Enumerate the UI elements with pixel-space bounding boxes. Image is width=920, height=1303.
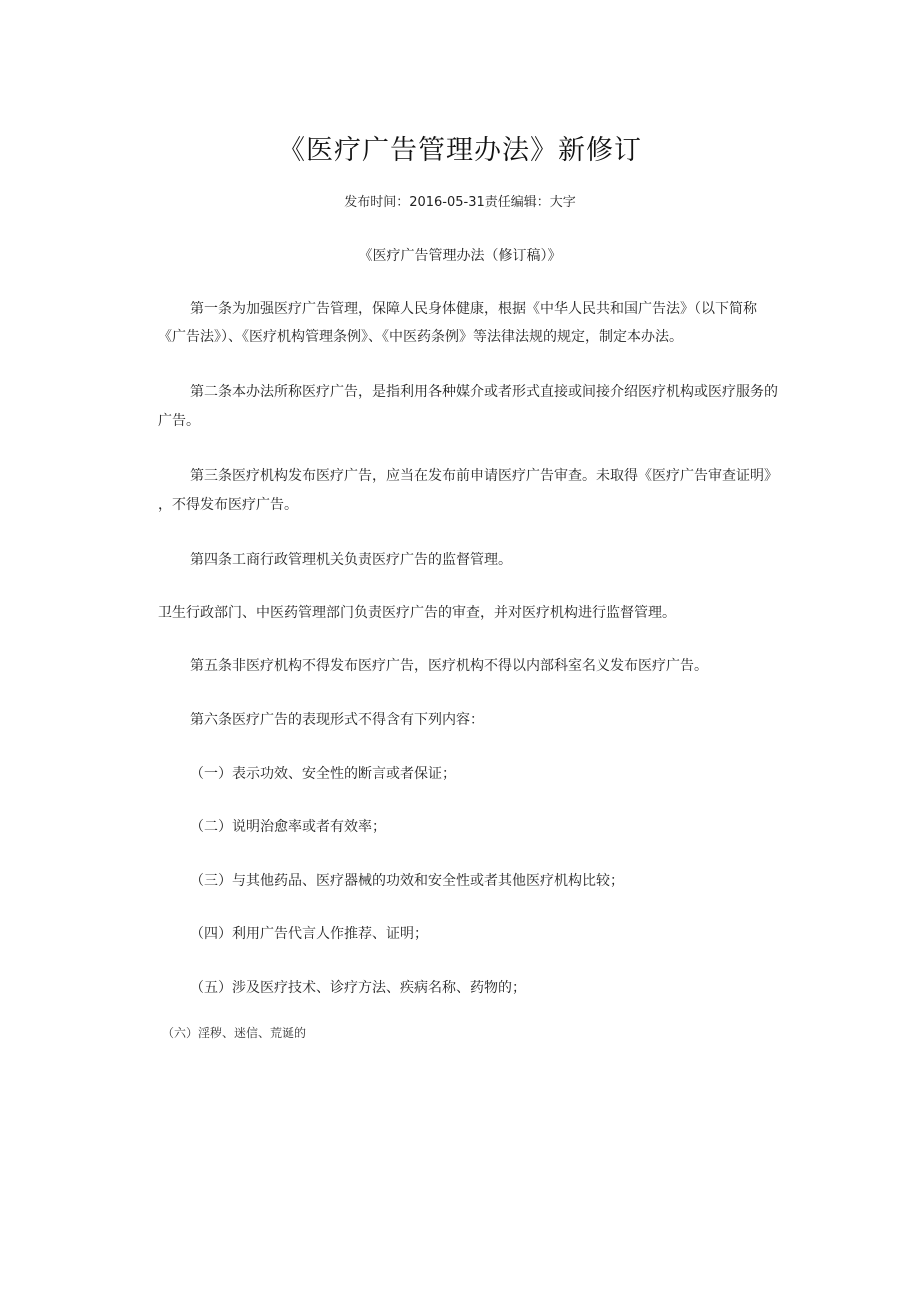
- document-title: 《医疗广告管理办法》新修订: [278, 135, 642, 166]
- article-5: 第五条非医疗机构不得发布医疗广告，医疗机构不得以内部科室名义发布医疗广告。: [190, 658, 708, 674]
- list-item: （一）表示功效、安全性的断言或者保证；: [190, 766, 456, 782]
- article-2-line-1: 第二条本办法所称医疗广告，是指利用各种媒介或者形式直接或间接介绍医疗机构或医疗服务的: [190, 384, 778, 400]
- article-2-line-2: 广告。: [158, 413, 200, 429]
- list-item: （二）说明治愈率或者有效率；: [190, 819, 386, 835]
- article-6: 第六条医疗广告的表现形式不得含有下列内容：: [190, 712, 484, 728]
- article-3-line-1: 第三条医疗机构发布医疗广告，应当在发布前申请医疗广告审查。未取得《医疗广告审查证明》: [190, 468, 778, 484]
- list-item: （四）利用广告代言人作推荐、证明；: [190, 926, 428, 942]
- publish-meta: 发布时间：2016-05-31责任编辑：大字: [344, 195, 576, 210]
- article-1-line-2: 《广告法》）、《医疗机构管理条例》、《中医药条例》等法律法规的规定，制定本办法。: [158, 329, 683, 345]
- list-item: （五）涉及医疗技术、诊疗方法、疾病名称、药物的；: [190, 980, 526, 996]
- article-4: 第四条工商行政管理机关负责医疗广告的监督管理。: [190, 552, 512, 568]
- article-4-continuation: 卫生行政部门、中医药管理部门负责医疗广告的审查，并对医疗机构进行监督管理。: [158, 605, 676, 621]
- article-3-line-2: ，不得发布医疗广告。: [158, 497, 298, 513]
- article-1-line-1: 第一条为加强医疗广告管理，保障人民身体健康，根据《中华人民共和国广告法》（以下简称: [190, 301, 757, 317]
- list-item: （三）与其他药品、医疗器械的功效和安全性或者其他医疗机构比较；: [190, 873, 624, 889]
- document-subtitle: 《医疗广告管理办法（修订稿）》: [358, 248, 562, 264]
- list-item-6: （六）淫秽、迷信、荒诞的: [162, 1026, 307, 1040]
